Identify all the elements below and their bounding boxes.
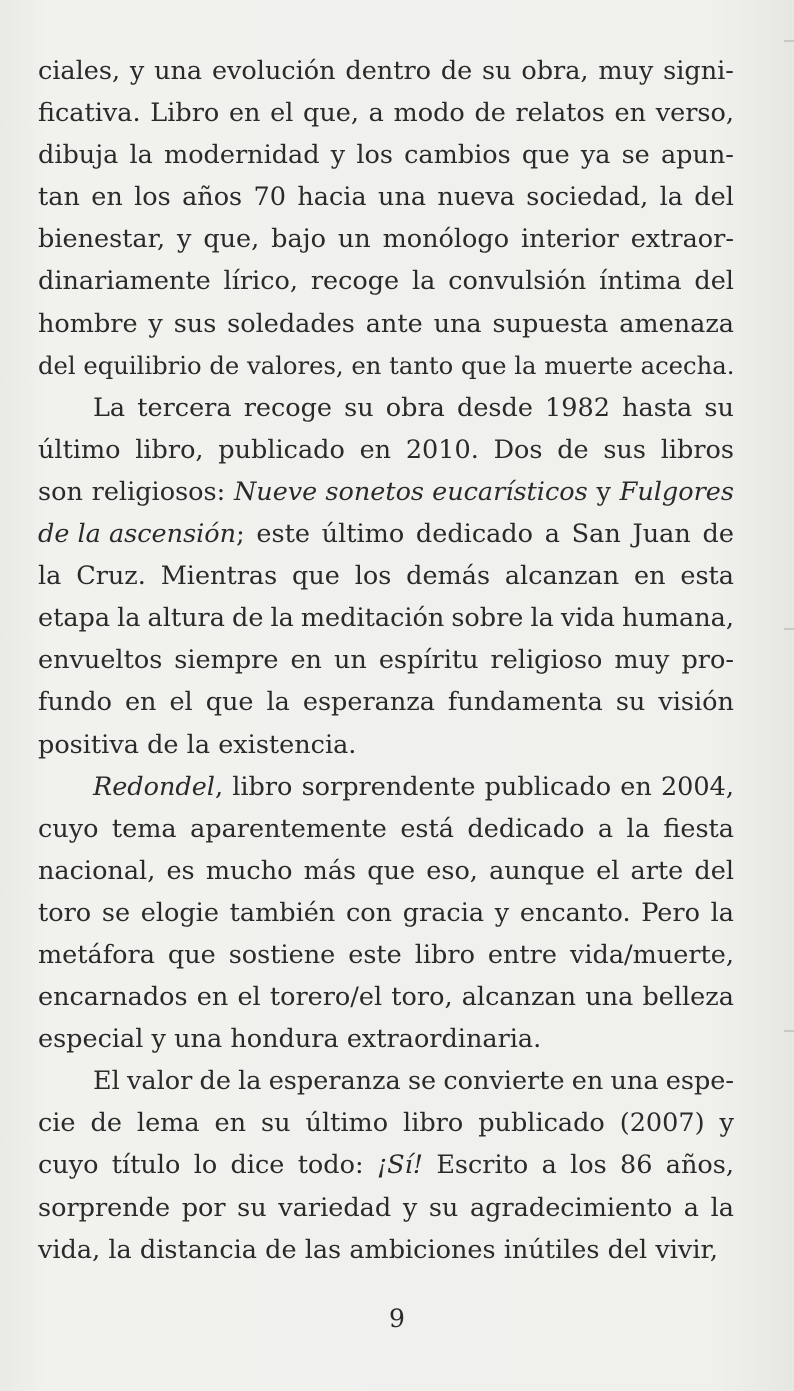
word: cie (38, 1108, 76, 1139)
word: su (615, 687, 646, 718)
word: este (348, 939, 402, 970)
word: de (702, 519, 734, 550)
word: una (585, 982, 634, 1013)
word: de (209, 350, 240, 380)
word: extraor- (630, 224, 734, 255)
word: (2007) (619, 1108, 705, 1139)
word: positiva (38, 729, 139, 760)
word: el (596, 855, 620, 886)
word: la (117, 603, 141, 634)
word: espíritu (378, 645, 479, 676)
word: que (205, 687, 254, 718)
word: libro (232, 771, 293, 802)
word: del (694, 855, 734, 886)
text-line (38, 513, 734, 555)
word: soledades (227, 308, 355, 339)
word: de (474, 98, 506, 129)
word: aparentemente (190, 813, 387, 844)
word: vida/muerte, (569, 939, 734, 970)
word: sorprendente (301, 771, 476, 802)
word: y (494, 897, 510, 928)
word: recoge (243, 392, 333, 423)
word: la (710, 1192, 734, 1223)
word: evolución (211, 56, 336, 86)
word: en (571, 1066, 604, 1097)
word: que (521, 140, 570, 171)
word: su (704, 392, 734, 423)
word: La (93, 392, 126, 423)
word: elogie (140, 897, 219, 928)
word: publicado (218, 434, 345, 465)
word: siempre (174, 645, 279, 676)
word: 86 (620, 1150, 653, 1181)
word: gracia (402, 897, 485, 928)
word: este (256, 519, 310, 550)
word: en (614, 98, 647, 129)
word: en (91, 182, 123, 213)
paragraph (38, 50, 734, 387)
body-text (38, 50, 734, 1271)
word: por (181, 1192, 226, 1223)
word: dedicado (467, 813, 585, 844)
word: vida, (38, 1234, 101, 1265)
word: en (290, 645, 322, 676)
text-line (38, 766, 734, 808)
word: que (367, 855, 416, 886)
word: belleza (642, 982, 734, 1013)
word: está (400, 813, 454, 844)
paragraph (38, 1060, 734, 1270)
word: tema (111, 813, 177, 844)
word: verso, (655, 98, 734, 129)
word: se (407, 1066, 437, 1097)
word: su (237, 1192, 267, 1223)
word: la (108, 1234, 132, 1265)
text-line (38, 1102, 734, 1144)
text-line (38, 892, 734, 934)
word: relatos (515, 98, 605, 129)
text-line (38, 429, 734, 471)
word: de (440, 56, 473, 86)
word: aunque (489, 855, 585, 886)
word: sus (603, 434, 646, 465)
word: vivir, (655, 1234, 718, 1265)
word: visión (658, 687, 734, 718)
text-line (38, 471, 734, 513)
word: muy (614, 645, 670, 676)
word: alcanzan (461, 982, 577, 1013)
word: 70 (253, 182, 286, 213)
word: altura (147, 603, 225, 634)
word: fiesta (663, 813, 734, 844)
word: ciales, (38, 56, 121, 86)
word: los (356, 140, 393, 171)
text-line (38, 50, 734, 92)
word: sobre (451, 603, 524, 634)
word: amenaza (619, 308, 734, 339)
word: etapa (38, 603, 111, 634)
word: la (129, 140, 153, 171)
word: Cruz. (76, 561, 146, 592)
word: su (344, 392, 374, 423)
word: bajo (271, 224, 326, 255)
word: que (461, 350, 507, 380)
word: sociedad, (526, 182, 649, 213)
word: mucho (205, 855, 293, 886)
text-line (38, 808, 734, 850)
word: la (530, 603, 554, 634)
word: la (38, 561, 62, 592)
word: último (305, 1108, 389, 1139)
word: envueltos (38, 645, 163, 676)
word: toro, (391, 982, 453, 1013)
text-line (38, 387, 734, 429)
word: sus (173, 308, 217, 339)
page-number: 9 (389, 1304, 405, 1333)
word: y (151, 1024, 166, 1055)
word: se (621, 140, 650, 171)
word: la (710, 897, 734, 928)
word: la (626, 813, 650, 844)
word: son (38, 476, 83, 507)
word: también (229, 897, 336, 928)
word: a (597, 813, 614, 844)
word: ya (580, 140, 611, 171)
word: lo (193, 1150, 218, 1181)
word: en (634, 561, 666, 592)
text-line (38, 1018, 734, 1060)
word: distancia (139, 1234, 257, 1265)
word: pro- (681, 645, 734, 676)
word: hacia (297, 182, 367, 213)
word: su (482, 56, 512, 86)
word: a (544, 519, 560, 550)
word: lírico, (223, 266, 298, 297)
gutter-mark (784, 1030, 794, 1032)
word: y (402, 1192, 418, 1223)
word: modernidad (164, 140, 320, 171)
word: demás (406, 561, 491, 592)
word: más (303, 855, 357, 886)
word: acecha. (640, 350, 735, 380)
word: nacional, (38, 855, 156, 886)
text-line (38, 555, 734, 597)
text-line (38, 134, 734, 176)
word: sorprende (38, 1192, 171, 1223)
word: dibuja (38, 140, 119, 171)
word: la (514, 350, 537, 380)
word: que (292, 561, 340, 592)
text-line (38, 176, 734, 218)
word: valor (126, 1066, 193, 1097)
word: ante (365, 308, 423, 339)
word: nueva (437, 182, 515, 213)
text-line (38, 1187, 734, 1229)
word: El (93, 1066, 120, 1097)
word: libro (414, 939, 475, 970)
word: último (321, 519, 405, 550)
paragraph (38, 766, 734, 1061)
word: del (694, 266, 734, 297)
text-line (38, 345, 734, 387)
word: tercera (137, 392, 232, 423)
word: las (304, 1234, 342, 1265)
word: a (683, 1192, 699, 1223)
word: de (232, 603, 264, 634)
word: Fulgores (619, 476, 734, 507)
word: obra (385, 392, 445, 423)
word: la (412, 266, 436, 297)
word: ¡Sí! (376, 1150, 423, 1181)
word: a (368, 98, 384, 129)
word: que, (203, 224, 260, 255)
paragraph (38, 387, 734, 766)
word: signi- (663, 56, 734, 86)
word: dentro (345, 56, 432, 86)
word: todo: (297, 1150, 364, 1181)
word: en (620, 771, 652, 802)
word: en (359, 434, 392, 465)
word: 2010. (405, 434, 479, 465)
word: en (214, 1108, 247, 1139)
word: torero/el (269, 982, 383, 1013)
word: 1982 (545, 392, 610, 423)
word: que, (303, 98, 359, 129)
text-line (38, 92, 734, 134)
word: modo (393, 98, 465, 129)
word: los (570, 1150, 607, 1181)
word: íntima (599, 266, 682, 297)
word: fundo (38, 687, 112, 718)
word: años (182, 182, 243, 213)
word: hombre (38, 308, 138, 339)
word: Redondel, (93, 771, 224, 802)
word: esperanza (302, 687, 435, 718)
word: 2004, (660, 771, 734, 802)
word: variedad (278, 1192, 392, 1223)
word: del (38, 350, 76, 380)
word: interior (520, 224, 619, 255)
word: esperanza (268, 1066, 401, 1097)
word: especial (38, 1024, 144, 1055)
word: alcanzan (504, 561, 620, 592)
word: religioso (490, 645, 603, 676)
word: publicado (478, 1108, 605, 1139)
word: y (719, 1108, 734, 1139)
word: Mientras (160, 561, 278, 592)
text-line (38, 934, 734, 976)
word: título (111, 1150, 181, 1181)
word: cuyo (38, 813, 99, 844)
word: Dos (493, 434, 543, 465)
gutter-mark (784, 40, 794, 42)
word: cuyo (38, 1150, 99, 1181)
word: convulsión (448, 266, 587, 297)
word: publicado (484, 771, 612, 802)
word: humana, (621, 603, 734, 634)
word: libro (403, 1108, 464, 1139)
word: último (38, 434, 121, 465)
word: meditación (300, 603, 445, 634)
word: apun- (660, 140, 734, 171)
word: valores, (247, 350, 344, 380)
word: libro, (135, 434, 204, 465)
word: y (129, 56, 145, 86)
word: Escrito (436, 1150, 529, 1181)
word: recoge (310, 266, 400, 297)
word: cambios (404, 140, 511, 171)
word: de (90, 1108, 122, 1139)
word: desde (457, 392, 533, 423)
word: Libro (150, 98, 220, 129)
word: de (557, 434, 589, 465)
word: hondura (230, 1024, 339, 1055)
word: y (177, 224, 192, 255)
word: con (345, 897, 393, 928)
word: del (607, 1234, 648, 1265)
word: esta (680, 561, 734, 592)
word: es (166, 855, 195, 886)
text-line (38, 724, 734, 766)
word: un (337, 224, 371, 255)
word: el (169, 687, 193, 718)
word: a (541, 1150, 557, 1181)
text-line (38, 681, 734, 723)
word: toro (38, 897, 92, 928)
word: una (433, 308, 482, 339)
word: su (428, 1192, 459, 1223)
gutter-mark (784, 628, 794, 630)
word: dice (230, 1150, 285, 1181)
word: el (237, 982, 261, 1013)
word: una (154, 56, 203, 86)
word: de la ascensión; (38, 519, 245, 550)
word: del (694, 182, 734, 213)
word: se (101, 897, 131, 928)
word: la (270, 603, 294, 634)
text-line (38, 1060, 734, 1102)
word: en (228, 98, 261, 129)
word: agradecimiento (469, 1192, 673, 1223)
word: equilibrio (83, 350, 202, 380)
word: la (266, 687, 290, 718)
word: ficativa. (38, 98, 141, 129)
word: Pero (641, 897, 700, 928)
word: espe- (665, 1066, 734, 1097)
word: de (265, 1234, 297, 1265)
word: dinariamente (38, 266, 211, 297)
word: y (596, 476, 611, 507)
word: sostiene (228, 939, 336, 970)
word: inútiles (503, 1234, 600, 1265)
word: muerte (544, 350, 633, 380)
word: Juan (632, 519, 691, 550)
word: extraordinaria. (346, 1024, 542, 1055)
word: existencia. (218, 729, 357, 760)
word: una (174, 1024, 223, 1055)
word: lema (136, 1108, 200, 1139)
word: convierte (443, 1066, 565, 1097)
word: en (124, 687, 157, 718)
word: encarnados (38, 982, 188, 1013)
text-line (38, 260, 734, 302)
word: ambiciones (349, 1234, 496, 1265)
word: años, (665, 1150, 734, 1181)
word: dedicado (415, 519, 533, 550)
word: vida (560, 603, 615, 634)
word: muy (598, 56, 654, 86)
word: hasta (622, 392, 693, 423)
word: tan (38, 182, 80, 213)
text-line (38, 218, 734, 260)
text-line (38, 597, 734, 639)
word: metáfora (38, 939, 155, 970)
word: encanto. (519, 897, 631, 928)
word: de (199, 1066, 231, 1097)
word: monólogo (382, 224, 510, 255)
word: un (333, 645, 367, 676)
word: libros (660, 434, 734, 465)
word: San (571, 519, 621, 550)
word: una (377, 182, 427, 213)
text-line (38, 1144, 734, 1186)
text-line (38, 1229, 734, 1271)
word: supuesta (492, 308, 609, 339)
word: los (354, 561, 392, 592)
word: de (147, 729, 179, 760)
word: en (196, 982, 229, 1013)
word: tanto (389, 350, 454, 380)
word: y (148, 308, 163, 339)
text-line (38, 850, 734, 892)
word: fundamenta (447, 687, 603, 718)
word: los (134, 182, 171, 213)
word: bienestar, (38, 224, 166, 255)
word: obra, (521, 56, 589, 86)
text-line (38, 303, 734, 345)
word: la (186, 729, 211, 760)
word: arte (630, 855, 684, 886)
word: que (167, 939, 216, 970)
word: la (238, 1066, 262, 1097)
text-line (38, 976, 734, 1018)
word: una (610, 1066, 659, 1097)
word: el (270, 98, 294, 129)
word: religiosos: (91, 476, 226, 507)
word: la (659, 182, 683, 213)
word: Nueve sonetos eucarísticos (233, 476, 588, 507)
word: su (261, 1108, 291, 1139)
word: eso, (426, 855, 478, 886)
word: entre (487, 939, 557, 970)
word: y (330, 140, 346, 171)
text-line (38, 639, 734, 681)
word: en (351, 350, 382, 380)
